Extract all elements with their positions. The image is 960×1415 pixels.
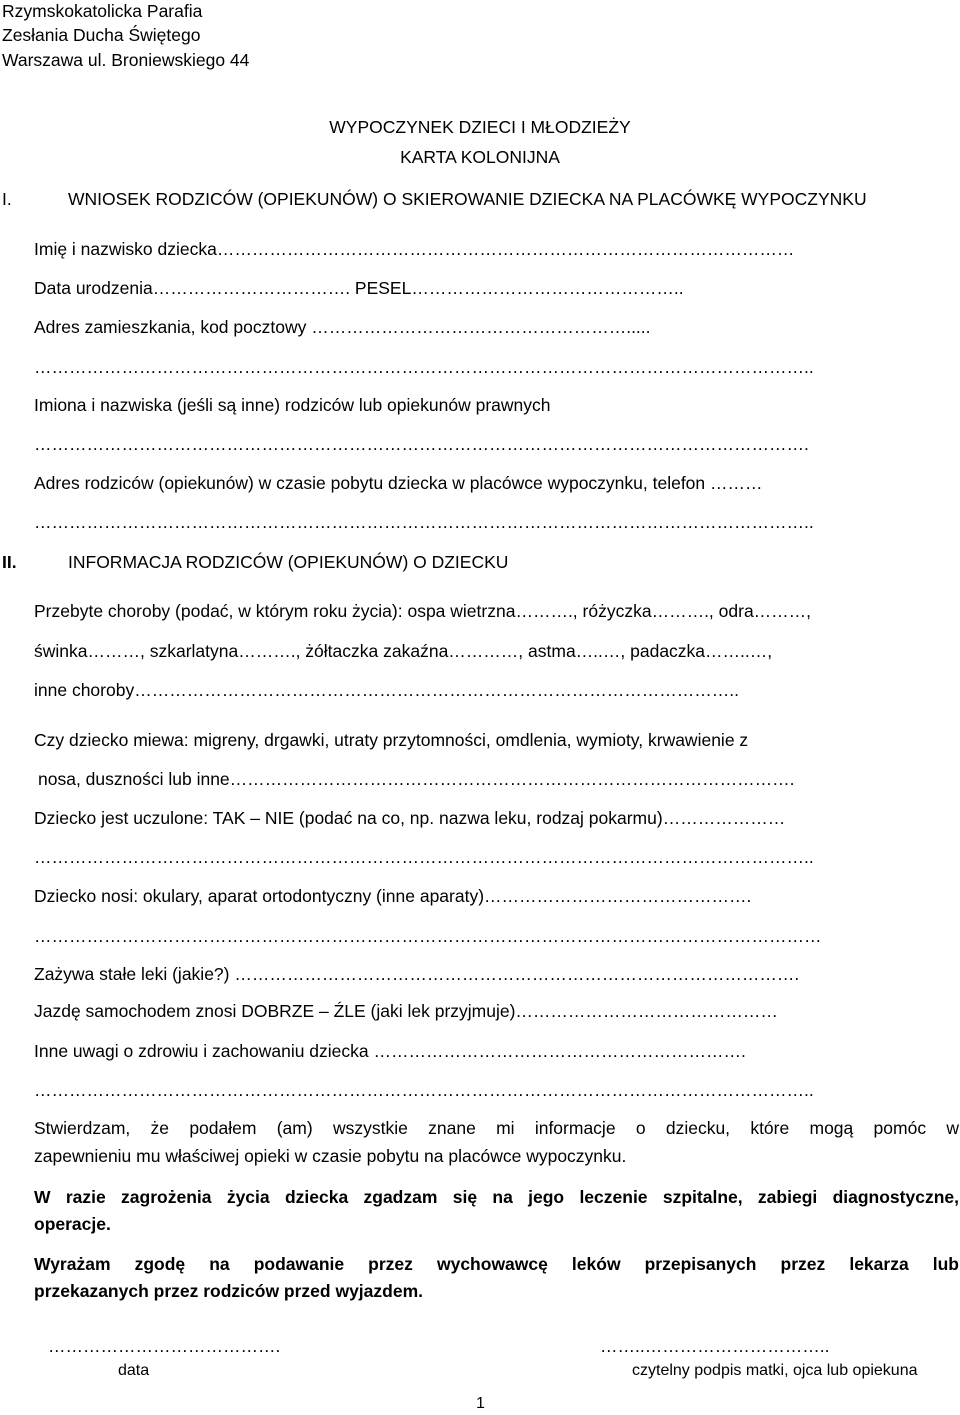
parents-names-label: Imiona i nazwiska (jeśli są inne) rodziców lub opiekunów prawnych	[34, 395, 551, 415]
birth-pesel-field: Data urodzenia……………………………. PESEL………………………………………..	[34, 278, 684, 298]
diseases-line-2: świnka………, szkarlatyna………., żółtaczka zakaźna…………, astma…..…, padaczka……..…,	[34, 641, 773, 661]
section-1-number: I.	[2, 189, 12, 209]
child-name-field: Imię i nazwisko dziecka………………………………………………………………………………………	[34, 239, 795, 259]
section-1-heading: WNIOSEK RODZICÓW (OPIEKUNÓW) O SKIEROWANIE DZIECKA NA PLACÓWKĘ WYPOCZYNKU	[68, 189, 867, 209]
medication-consent-line-2: przekazanych przez rodziców przed wyjazdem.	[34, 1281, 423, 1301]
address-field-continuation: ……………………………………………………………………………………………………………………..	[34, 357, 814, 377]
date-signature-line: ………………………………….	[48, 1336, 281, 1356]
address-field: Adres zamieszkania, kod pocztowy ……………………………………………….....	[34, 317, 651, 337]
parish-name-line2: Zesłania Ducha Świętego	[2, 25, 201, 45]
medications-field: Zażywa stałe leki (jakie?) …………………………………………………………………………………….	[34, 964, 800, 984]
parent-signature-label: czytelny podpis matki, ojca lub opiekuna	[632, 1362, 918, 1379]
parish-address: Warszawa ul. Broniewskiego 44	[2, 50, 250, 70]
document-subtitle: KARTA KOLONIJNA	[400, 147, 560, 167]
symptoms-line-2: nosa, duszności lub inne…………………………………………………………………………………….	[38, 769, 795, 789]
parents-address-field: Adres rodziców (opiekunów) w czasie pobytu dziecka w placówce wypoczynku, telefon ………	[34, 473, 763, 493]
glasses-field-continuation: ………………………………………………………………………………………………………………………	[34, 926, 822, 946]
hospital-consent-line-2: operacje.	[34, 1214, 111, 1234]
parents-address-continuation: ……………………………………………………………………………………………………………………..	[34, 512, 814, 532]
parents-names-field: …………………………………………………………………………………………………………………….	[34, 434, 809, 454]
medication-consent-line-1: Wyrażam zgodę na podawanie przez wychowawcę leków przepisanych przez lekarza lub	[34, 1254, 959, 1274]
other-diseases-field: inne choroby…………………………………………………………………………………………..	[34, 680, 739, 700]
symptoms-line-1: Czy dziecko miewa: migreny, drgawki, utraty przytomności, omdlenia, wymioty, krwawienie z	[34, 730, 749, 750]
statement-line-1: Stwierdzam, że podałem (am) wszystkie znane mi informacje o dziecku, które mogą pomóc w	[34, 1118, 959, 1138]
parish-name-line1: Rzymskokatolicka Parafia	[2, 1, 203, 21]
document-title: WYPOCZYNEK DZIECI I MŁODZIEŻY	[329, 117, 631, 137]
page-number: 1	[476, 1395, 485, 1412]
section-2-heading: INFORMACJA RODZICÓW (OPIEKUNÓW) O DZIECKU	[68, 552, 509, 572]
car-travel-field: Jazdę samochodem znosi DOBRZE – ŹLE (jaki lek przyjmuje)………………………………………	[34, 1001, 778, 1021]
allergy-field-continuation: ……………………………………………………………………………………………………………………..	[34, 847, 814, 867]
date-label: data	[118, 1362, 150, 1379]
parent-signature-line: ……..…………………………..	[600, 1336, 830, 1356]
other-notes-continuation: ……………………………………………………………………………………………………………………..	[34, 1080, 814, 1100]
section-2-number: II.	[2, 552, 17, 572]
statement-line-2: zapewnieniu mu właściwej opieki w czasie pobytu na placówce wypoczynku.	[34, 1146, 627, 1166]
allergy-field: Dziecko jest uczulone: TAK – NIE (podać na co, np. nazwa leku, rodzaj pokarmu)…………………	[34, 808, 786, 828]
glasses-field: Dziecko nosi: okulary, aparat ortodontyczny (inne aparaty)……………………………………….	[34, 886, 752, 906]
other-notes-field: Inne uwagi o zdrowiu i zachowaniu dziecka ……………………………………………………….	[34, 1041, 746, 1061]
hospital-consent-line-1: W razie zagrożenia życia dziecka zgadzam się na jego leczenie szpitalne, zabiegi diagnostyczne,	[34, 1187, 959, 1207]
diseases-line-1: Przebyte choroby (podać, w którym roku życia): ospa wietrzna………., różyczka………., odra………,	[34, 601, 812, 621]
